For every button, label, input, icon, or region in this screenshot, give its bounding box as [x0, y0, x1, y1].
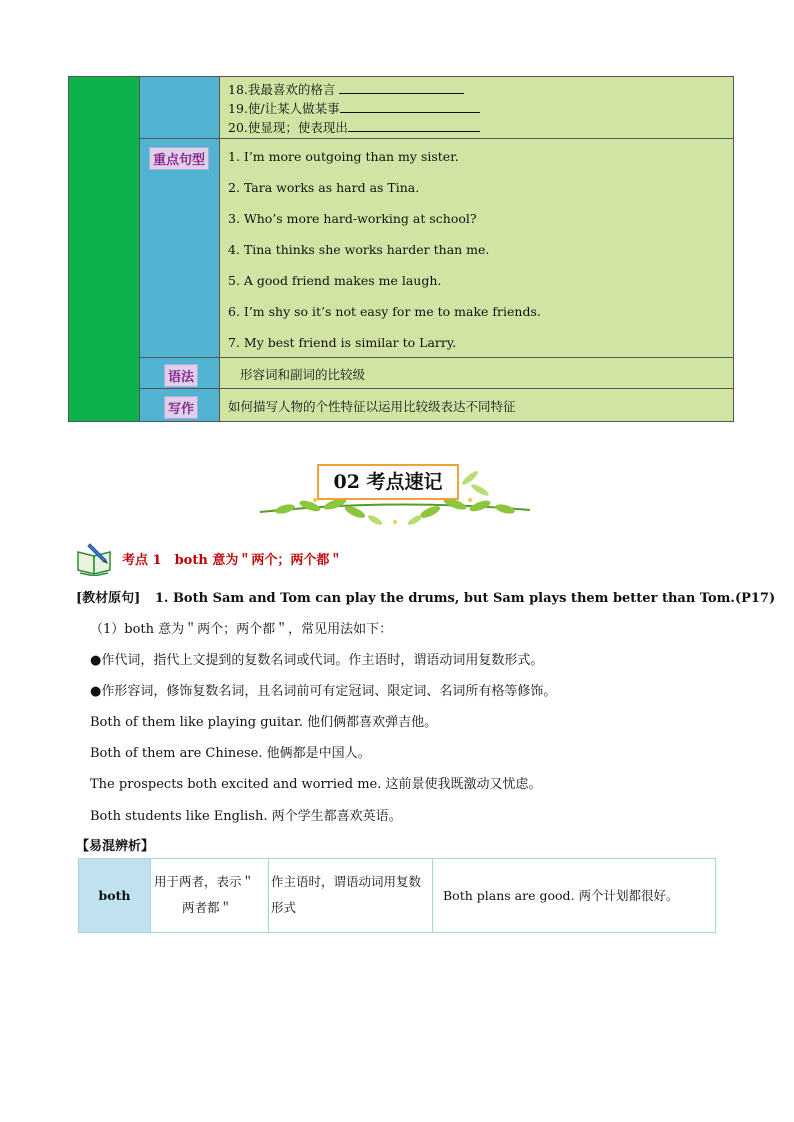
- writing-label-cell: [140, 389, 220, 421]
- sentence-item: 4. Tina thinks she works harder than me.: [228, 242, 490, 257]
- answer-blank: [348, 119, 480, 132]
- example-sentence: Both of them like playing guitar. 他们俩都喜欢弹吉他。: [90, 715, 438, 730]
- sentence-item: 2. Tara works as hard as Tina.: [228, 180, 420, 195]
- usage-intro: （1）both 意为＂两个；两个都＂，常见用法如下：: [90, 622, 393, 637]
- phrase-line: 18.我最喜欢的格言: [228, 80, 725, 99]
- example-sentence: The prospects both excited and worried me. 这前景使我既激动又忧虑。: [90, 777, 542, 792]
- writing-label: 写作: [164, 396, 198, 419]
- example-sentence: Both of them are Chinese. 他俩都是中国人。: [90, 746, 371, 761]
- phrase-line: 20.使显现；使表现出: [228, 118, 725, 137]
- sentences-cell: [220, 139, 733, 358]
- usage-bullet: ●作形容词，修饰复数名词，且名词前可有定冠词、限定词、名词所有格等修饰。: [90, 684, 557, 699]
- book-pencil-icon: [76, 540, 116, 576]
- writing-text: 如何描写人物的个性特征以运用比较级表达不同特征: [228, 399, 516, 414]
- sentence-item: 5. A good friend makes me laugh.: [228, 273, 442, 288]
- grammar-label-cell: [140, 358, 220, 389]
- confusion-label: 【易混辨析】: [76, 839, 155, 854]
- usage-bullet: ●作代词，指代上文提到的复数名词或代词。作主语时，谓语动词用复数形式。: [90, 653, 544, 668]
- sentences-label-cell: [140, 139, 220, 358]
- source-sentence: 1. Both Sam and Tom can play the drums, but Sam plays them better than Tom.(P17): [154, 591, 776, 606]
- keypoint-title: 考点 1 both 意为＂两个；两个都＂: [122, 553, 343, 568]
- sentences-label: 重点句型: [149, 147, 209, 170]
- writing-cell: [220, 389, 733, 421]
- side-bar: [69, 77, 140, 421]
- compare-table: [78, 858, 716, 933]
- example-sentence: Both students like English. 两个学生都喜欢英语。: [90, 809, 402, 824]
- phrases-label-cell: [140, 77, 220, 139]
- compare-usage: [269, 859, 433, 932]
- sentence-item: 7. My best friend is similar to Larry.: [228, 335, 457, 350]
- source-line: [76, 587, 775, 606]
- grammar-text: 形容词和副词的比较级: [240, 367, 366, 382]
- compare-meaning-line: 用于两者，表示＂: [154, 874, 255, 889]
- grammar-cell: [220, 358, 733, 389]
- compare-usage-line: 形式: [271, 900, 297, 915]
- section-banner: [255, 460, 535, 530]
- compare-meaning: [151, 859, 269, 932]
- compare-word: both: [79, 859, 151, 932]
- phrase-line: 19.使/让某人做某事: [228, 99, 725, 118]
- compare-usage-line: 作主语时，谓语动词用复数: [271, 874, 422, 889]
- compare-meaning-line: 两者都＂: [182, 900, 233, 915]
- sentence-item: 1. I’m more outgoing than my sister.: [228, 149, 459, 164]
- grammar-label: 语法: [164, 364, 198, 387]
- compare-example: Both plans are good. 两个计划都很好。: [443, 888, 679, 903]
- section-title: 02 考点速记: [317, 464, 459, 500]
- phrases-cell: [220, 77, 733, 139]
- source-label: [教材原句]: [76, 591, 141, 606]
- sentence-item: 6. I’m shy so it’s not easy for me to make friends.: [228, 304, 541, 319]
- sentence-item: 3. Who’s more hard-working at school?: [228, 211, 477, 226]
- summary-table: [68, 76, 734, 422]
- answer-blank: [340, 100, 480, 113]
- answer-blank: [339, 81, 464, 94]
